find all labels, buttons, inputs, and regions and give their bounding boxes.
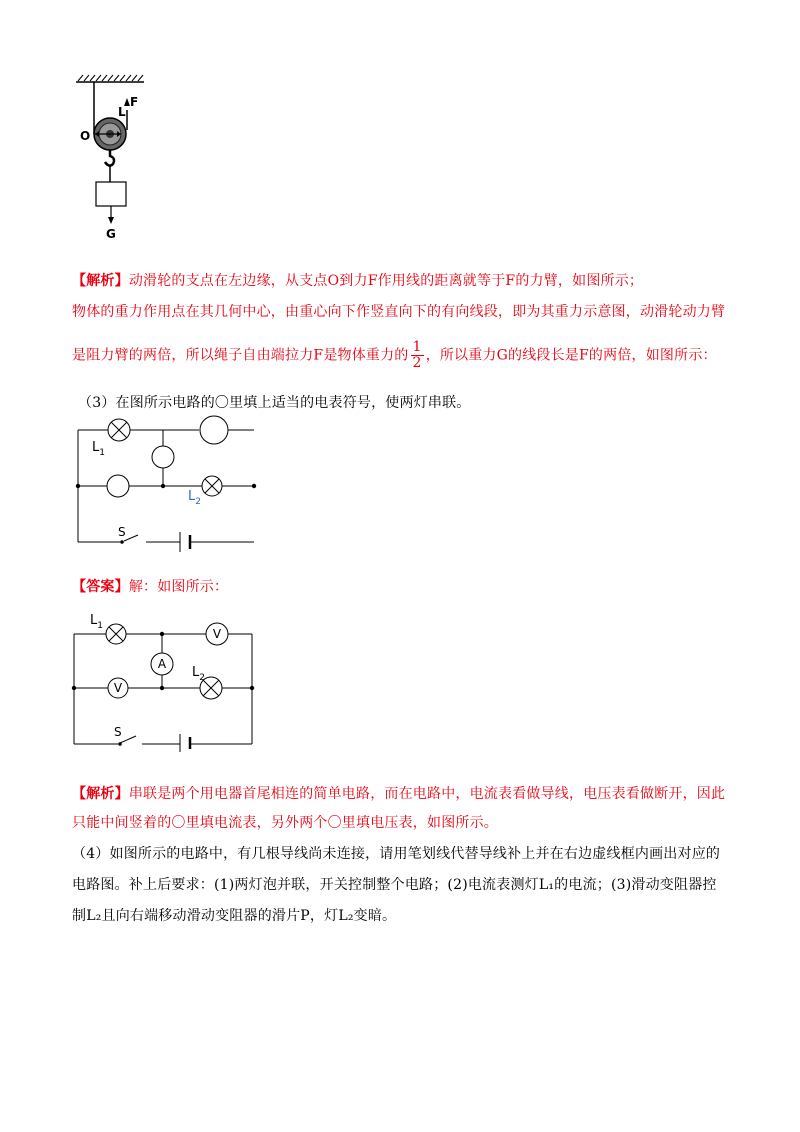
analysis3-line2: 只能中间竖着的〇里填电流表，另外两个〇里填电压表，如图所示。: [72, 815, 498, 831]
answer3-text: 解：如图所示：: [128, 579, 229, 595]
analysis1-line1: [72, 271, 643, 291]
analysis3-text1: 串联是两个用电器首尾相连的简单电路，而在电路中，电流表看做导线，电压表看做断开，因此: [128, 786, 726, 802]
fraction-numerator: 1: [412, 339, 422, 355]
analysis-tag: 【解析】: [72, 786, 129, 802]
label-L2: $L_2$: [192, 665, 205, 683]
analysis1-line2: 物体的重力作用点在其几何中心，由重心向下作竖直向下的有向线段，即为其重力示意图，动滑轮动力臂: [72, 304, 726, 320]
circuit-answer: [62, 606, 262, 752]
label-F: F: [130, 95, 139, 109]
analysis1-text3a: 是阻力臂的两倍，所以绳子自由端拉力F是物体重力的: [72, 347, 409, 364]
question4-line1: （4）如图所示的电路中，有几根导线尚未连接，请用笔划线代替导线补上并在右边虚线框内画出对应的: [72, 846, 721, 862]
fraction-half: [411, 340, 424, 371]
analysis1-line3: [72, 340, 717, 371]
question3-text: （3）在图所示电路的〇里填上适当的电表符号，使两灯串联。: [78, 395, 471, 411]
analysis1-text1: 动滑轮的支点在左边缘，从支点O到力F作用线的距离就等于F的力臂，如图所示；: [128, 273, 644, 289]
label-S: S: [118, 525, 126, 539]
label-O: O: [80, 129, 91, 143]
circuit-question: [66, 414, 266, 554]
label-G: G: [106, 227, 116, 241]
question4-line2: 电路图。补上后要求：(1)两灯泡并联，开关控制整个电路；(2)电流表测灯L₁的电流；(3)滑动变阻器控: [72, 877, 717, 893]
answer-tag: 【答案】: [72, 579, 129, 595]
pulley-figure: [72, 72, 162, 242]
label-L2: $L_2$: [188, 489, 201, 507]
meter-V-top: V: [212, 627, 222, 641]
analysis3-line1: [72, 784, 725, 804]
label-L: L: [118, 105, 126, 119]
analysis-tag: 【解析】: [72, 273, 129, 289]
meter-A: A: [157, 657, 167, 671]
label-L1: $L_1$: [92, 440, 105, 458]
answer3-line: [72, 577, 228, 597]
analysis1-text3b: ，所以重力G的线段长是F的两倍，如图所示：: [425, 347, 717, 364]
label-L1: $L_1$: [90, 613, 103, 631]
fraction-denominator: 2: [412, 355, 422, 371]
label-S: S: [114, 725, 122, 739]
meter-V-bottom: V: [113, 681, 123, 695]
question4-line3: 制L₂且向右端移动滑动变阻器的滑片P，灯L₂变暗。: [72, 908, 397, 924]
